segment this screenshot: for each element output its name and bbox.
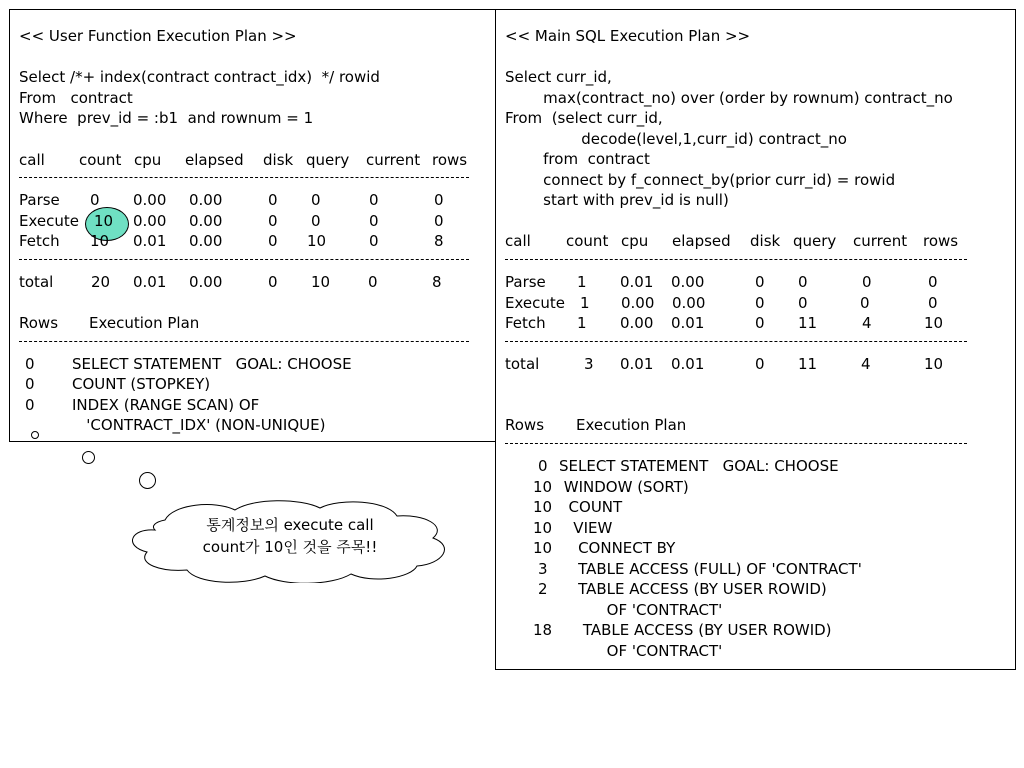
cell: OF 'CONTRACT' <box>559 642 723 660</box>
cell: 10 <box>924 314 944 332</box>
left-panel-title: << User Function Execution Plan >> <box>19 27 297 45</box>
right-sql-line: from contract <box>505 150 650 168</box>
cell: 'CONTRACT_IDX' (NON-UNIQUE) <box>72 416 326 434</box>
cell: 11 <box>798 314 818 332</box>
plan-header-label: Execution Plan <box>89 314 200 332</box>
cell: OF 'CONTRACT' <box>559 601 723 619</box>
cell: SELECT STATEMENT GOAL: CHOOSE <box>559 457 839 475</box>
cell: Fetch <box>19 232 60 250</box>
col-count: count <box>79 151 122 169</box>
col-query: query <box>793 232 837 250</box>
cell: total <box>505 355 540 373</box>
divider <box>505 259 967 260</box>
cell: 0 <box>25 355 35 373</box>
cell: SELECT STATEMENT GOAL: CHOOSE <box>72 355 352 373</box>
cell: 0 <box>798 273 808 291</box>
col-current: current <box>853 232 908 250</box>
cell: Execute <box>505 294 565 312</box>
cell: 0.00 <box>620 314 654 332</box>
cell: Parse <box>19 191 60 209</box>
cell: TABLE ACCESS (BY USER ROWID) <box>559 621 832 639</box>
cell: 0.00 <box>189 191 223 209</box>
cell: 0 <box>755 273 765 291</box>
callout-line-2: count가 10인 것을 주목!! <box>202 538 378 556</box>
cell: 0.00 <box>189 212 223 230</box>
divider <box>19 177 469 178</box>
col-current: current <box>366 151 421 169</box>
plan-header-label: Execution Plan <box>576 416 687 434</box>
divider <box>19 259 469 260</box>
cell: 2 <box>538 580 548 598</box>
cell: TABLE ACCESS (BY USER ROWID) <box>559 580 827 598</box>
cell: INDEX (RANGE SCAN) OF <box>72 396 260 414</box>
divider <box>505 443 967 444</box>
cell: Parse <box>505 273 546 291</box>
cell: 0.00 <box>621 294 655 312</box>
cell: 1 <box>577 273 587 291</box>
col-cpu: cpu <box>621 232 649 250</box>
cell: 0.00 <box>133 191 167 209</box>
cell: COUNT (STOPKEY) <box>72 375 211 393</box>
cell: total <box>19 273 54 291</box>
cell: 10 <box>533 539 553 557</box>
cell: 4 <box>862 314 872 332</box>
cell: 0 <box>755 314 765 332</box>
cell: 0 <box>369 191 379 209</box>
cell: TABLE ACCESS (FULL) OF 'CONTRACT' <box>559 560 862 578</box>
cell: VIEW <box>559 519 613 537</box>
callout-text <box>155 514 425 558</box>
cell: 8 <box>434 232 444 250</box>
cell: 0.00 <box>672 294 706 312</box>
cell: 0 <box>860 294 870 312</box>
col-elapsed: elapsed <box>672 232 731 250</box>
cell: 0.00 <box>189 232 223 250</box>
col-rows: rows <box>923 232 959 250</box>
cell: 3 <box>584 355 594 373</box>
cell: 0 <box>369 212 379 230</box>
cell: 1 <box>580 294 590 312</box>
cell: 0 <box>268 232 278 250</box>
cell: 10 <box>533 478 553 496</box>
divider <box>19 341 469 342</box>
cell: 0 <box>268 273 278 291</box>
cell: 0.01 <box>133 273 167 291</box>
cell: 10 <box>90 232 110 250</box>
cell: 0.01 <box>620 273 654 291</box>
thought-bubble-dot <box>31 431 39 439</box>
right-sql-line: From (select curr_id, <box>505 109 663 127</box>
cell: 0.00 <box>671 273 705 291</box>
right-sql-line: Select curr_id, <box>505 68 612 86</box>
cell: 0 <box>25 375 35 393</box>
cell: Fetch <box>505 314 546 332</box>
thought-bubble-dot <box>82 451 95 464</box>
cell: Execute <box>19 212 79 230</box>
left-sql-line: Where prev_id = :b1 and rownum = 1 <box>19 109 314 127</box>
cell: 10 <box>94 212 114 230</box>
right-sql-line: start with prev_id is null) <box>505 191 729 209</box>
cell: WINDOW (SORT) <box>559 478 689 496</box>
cell: 20 <box>91 273 111 291</box>
right-panel-title: << Main SQL Execution Plan >> <box>505 27 751 45</box>
cell: 0 <box>755 355 765 373</box>
col-elapsed: elapsed <box>185 151 244 169</box>
plan-header-rows: Rows <box>19 314 59 332</box>
cell: 0.01 <box>671 355 705 373</box>
cell: 3 <box>538 560 548 578</box>
cell: 18 <box>533 621 553 639</box>
cell: 0.01 <box>133 232 167 250</box>
cell: 0 <box>268 191 278 209</box>
cell: COUNT <box>559 498 623 516</box>
cell: 10 <box>307 232 327 250</box>
cell: 10 <box>533 498 553 516</box>
cell: 0 <box>369 232 379 250</box>
cell: 0 <box>434 191 444 209</box>
cell: 0 <box>928 273 938 291</box>
cell: 0 <box>538 457 548 475</box>
col-call: call <box>19 151 45 169</box>
cell: 1 <box>577 314 587 332</box>
right-sql-line: connect by f_connect_by(prior curr_id) = rowid <box>505 171 896 189</box>
plan-header-rows: Rows <box>505 416 545 434</box>
cell: 0 <box>798 294 808 312</box>
col-call: call <box>505 232 531 250</box>
cell: 0.01 <box>671 314 705 332</box>
thought-bubble-dot <box>139 472 156 489</box>
col-disk: disk <box>263 151 294 169</box>
cell: 0.00 <box>189 273 223 291</box>
cell: 0 <box>90 191 100 209</box>
cell: CONNECT BY <box>559 539 676 557</box>
cell: 0.01 <box>620 355 654 373</box>
cell: 0.00 <box>133 212 167 230</box>
cell: 0 <box>311 191 321 209</box>
right-sql-line: max(contract_no) over (order by rownum) contract_no <box>505 89 953 107</box>
cell: 0 <box>368 273 378 291</box>
col-count: count <box>566 232 609 250</box>
cell: 0 <box>862 273 872 291</box>
cell: 0 <box>434 212 444 230</box>
cell: 0 <box>928 294 938 312</box>
col-disk: disk <box>750 232 781 250</box>
cell: 0 <box>311 212 321 230</box>
col-query: query <box>306 151 350 169</box>
col-cpu: cpu <box>134 151 162 169</box>
callout-line-1: 통계정보의 execute call <box>206 516 374 534</box>
cell: 10 <box>533 519 553 537</box>
cell: 0 <box>268 212 278 230</box>
cell: 10 <box>311 273 331 291</box>
divider <box>505 341 967 342</box>
cell: 0 <box>25 396 35 414</box>
cell: 4 <box>861 355 871 373</box>
left-sql-line: From contract <box>19 89 133 107</box>
cell: 11 <box>798 355 818 373</box>
cell: 0 <box>755 294 765 312</box>
left-sql-line: Select /*+ index(contract contract_idx) */ rowid <box>19 68 380 86</box>
col-rows: rows <box>432 151 468 169</box>
cell: 8 <box>432 273 442 291</box>
cell: 10 <box>924 355 944 373</box>
right-sql-line: decode(level,1,curr_id) contract_no <box>505 130 847 148</box>
